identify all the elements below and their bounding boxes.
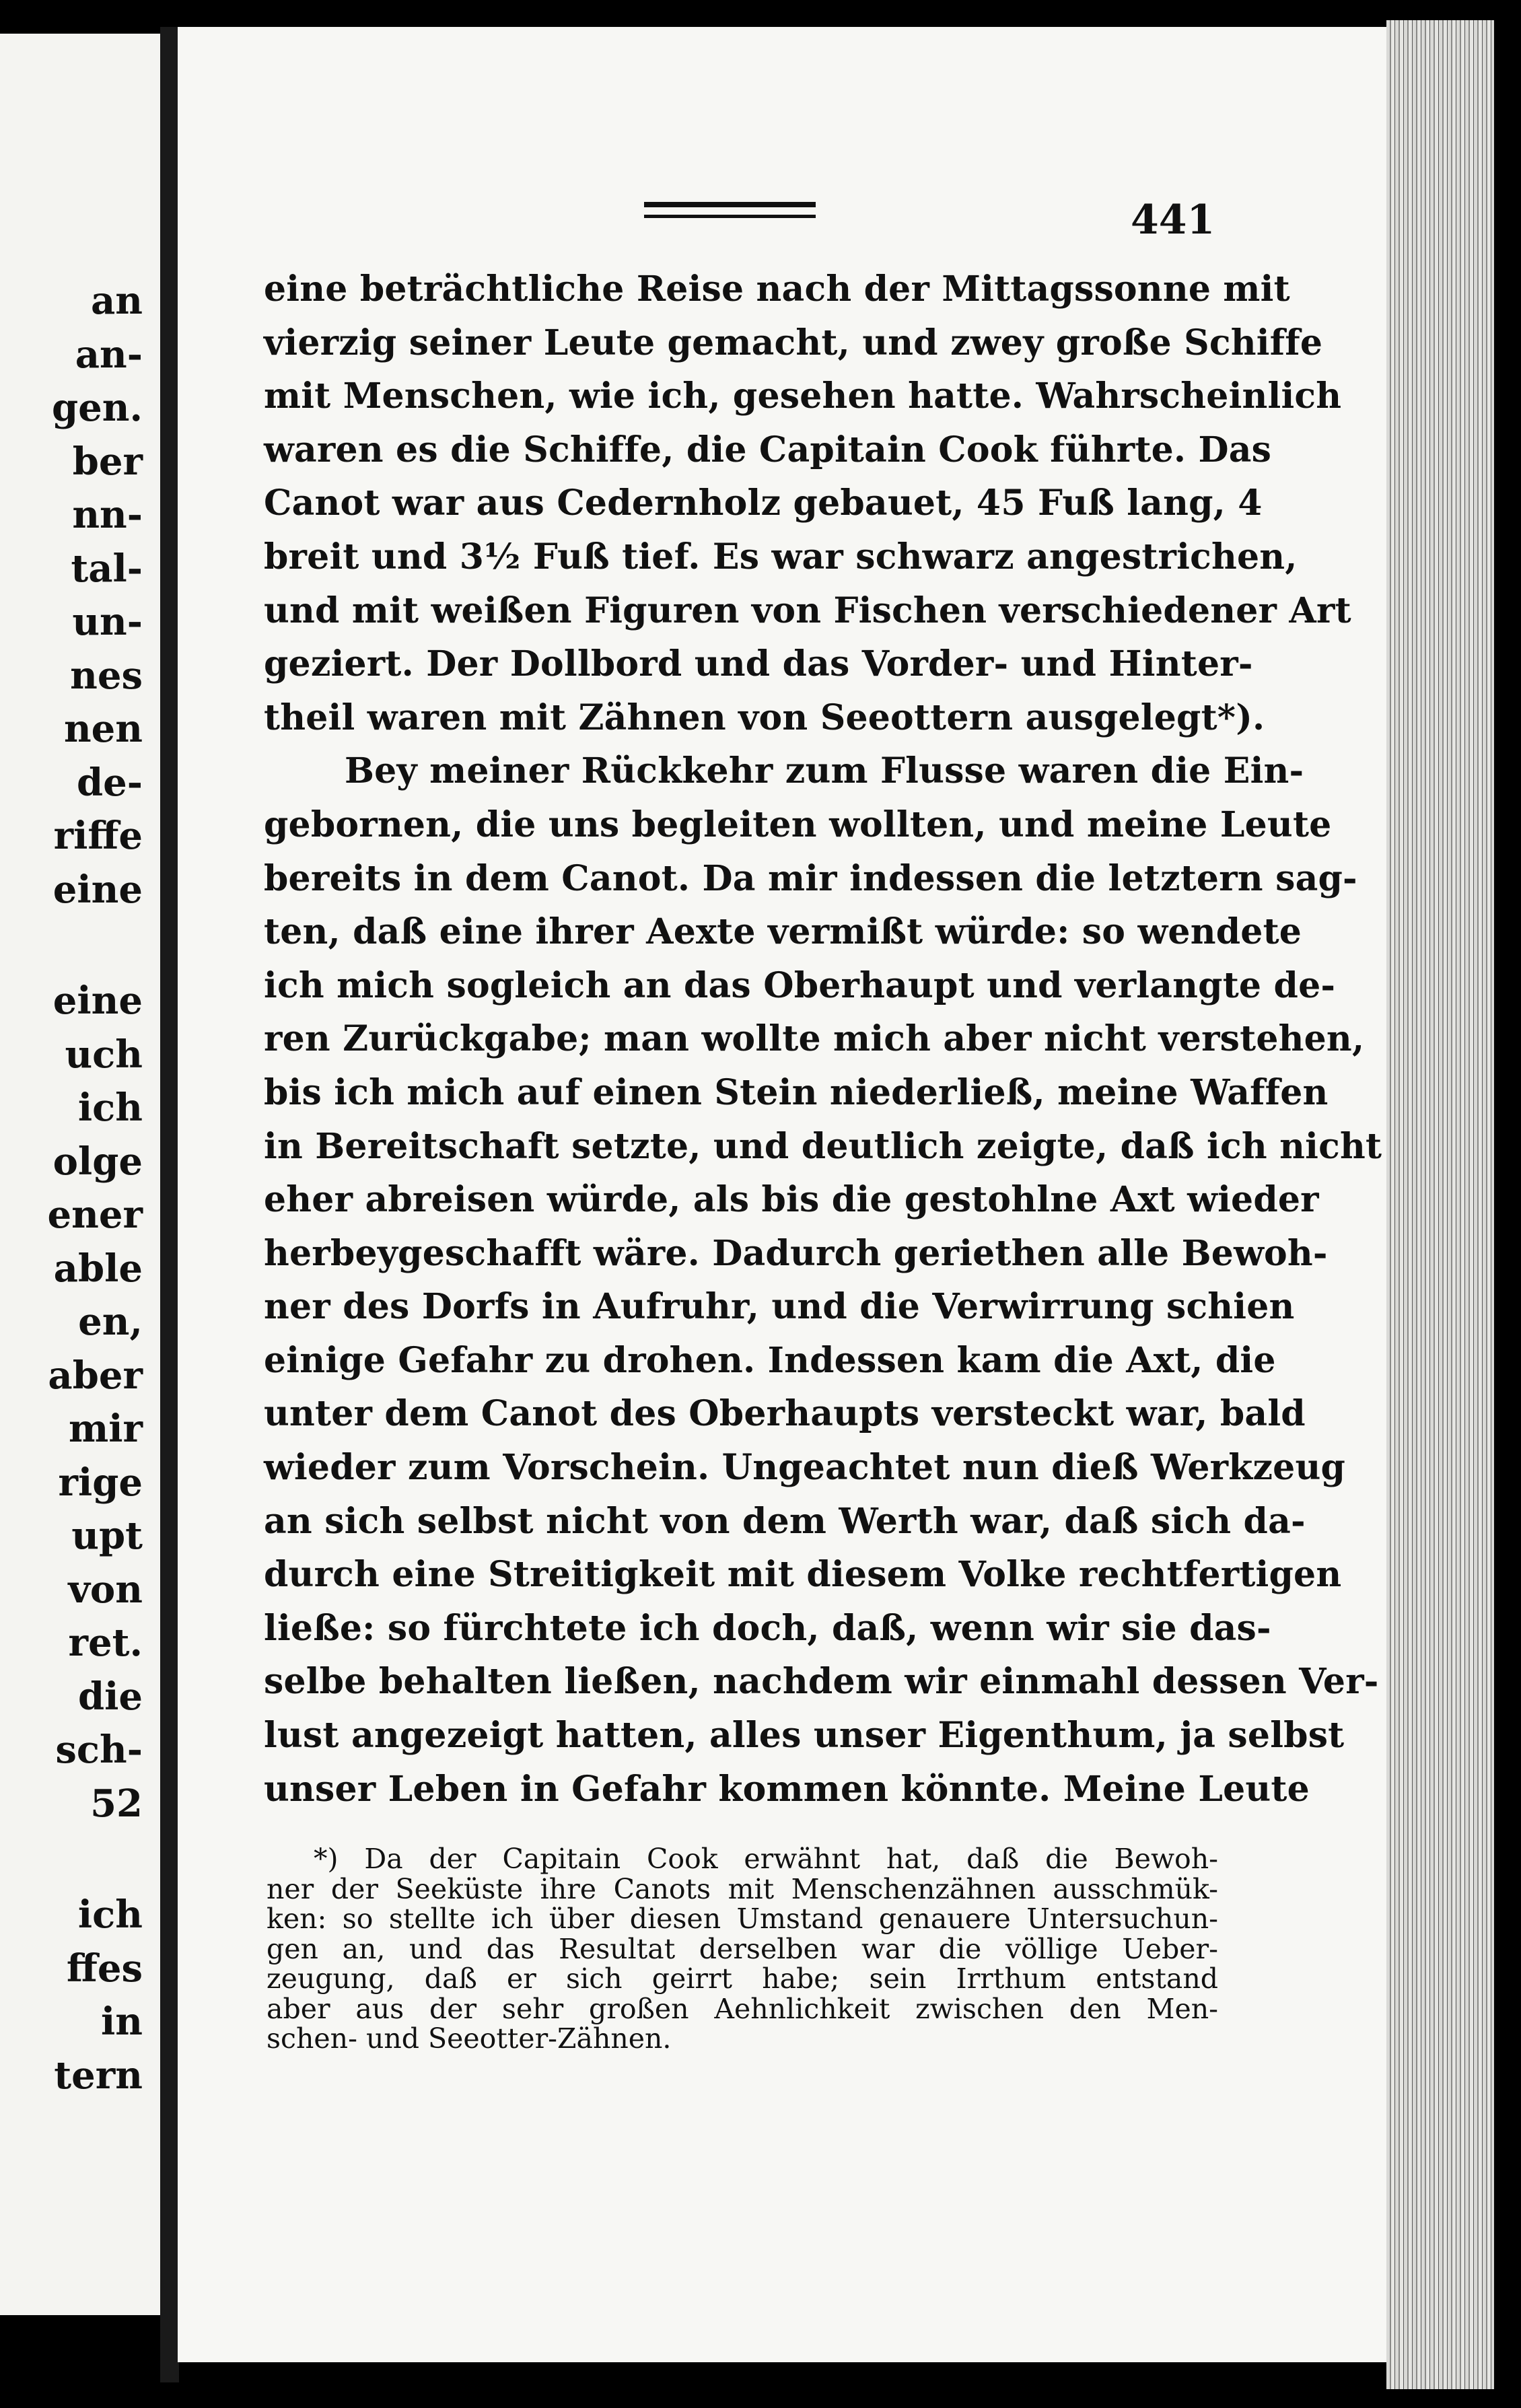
left-page-fragment: uch bbox=[65, 1032, 143, 1077]
body-line: selbe behalten ließen, nachdem wir einmahl dessen Ver- bbox=[264, 1661, 1379, 1703]
left-page-text-column bbox=[8, 275, 143, 2102]
body-line: ner des Dorfs in Aufruhr, und die Verwirrung schien bbox=[264, 1286, 1295, 1328]
footnote-line: ken: so stellte ich über diesen Umstand genauere Untersuchun- bbox=[267, 1903, 1218, 1935]
footnote bbox=[267, 1844, 1218, 2054]
footnote-line: ner der Seeküste ihre Canots mit Menschenzähnen ausschmük- bbox=[267, 1872, 1218, 1905]
body-line: wieder zum Vorschein. Ungeachtet nun dieß Werkzeug bbox=[264, 1447, 1346, 1489]
left-page bbox=[0, 34, 160, 2315]
body-line: ich mich sogleich an das Oberhaupt und verlangte de- bbox=[264, 964, 1336, 1006]
header-rule bbox=[644, 202, 816, 218]
left-page-fragment: an bbox=[91, 279, 143, 323]
page-number: 441 bbox=[1131, 197, 1215, 244]
left-page-fragment: 52 bbox=[90, 1781, 143, 1826]
body-line: breit und 3½ Fuß tief. Es war schwarz angestrichen, bbox=[264, 536, 1298, 577]
left-page-fragment: tal- bbox=[71, 546, 143, 591]
body-line: ließe: so fürchtete ich doch, daß, wenn wir sie das- bbox=[264, 1607, 1271, 1649]
left-page-fragment: ffes bbox=[66, 1946, 143, 1991]
left-page-fragment: ber bbox=[72, 439, 143, 484]
left-page-fragment: aber bbox=[48, 1353, 143, 1398]
left-page-fragment: nen bbox=[63, 707, 143, 751]
left-page-fragment: upt bbox=[71, 1514, 143, 1558]
body-line: theil waren mit Zähnen von Seeottern ausgelegt*). bbox=[264, 697, 1265, 738]
body-line: eine beträchtliche Reise nach der Mittagssonne mit bbox=[264, 269, 1290, 310]
body-line: ten, daß eine ihrer Aexte vermißt würde: so wendete bbox=[264, 911, 1302, 953]
left-page-fragment: en, bbox=[78, 1300, 143, 1344]
body-line: ren Zurückgabe; man wollte mich aber nicht verstehen, bbox=[264, 1018, 1365, 1060]
left-page-fragment: an- bbox=[75, 332, 143, 377]
left-page-fragment: nn- bbox=[72, 493, 143, 537]
body-line: mit Menschen, wie ich, gesehen hatte. Wahrscheinlich bbox=[264, 376, 1342, 417]
body-line: unter dem Canot des Oberhaupts versteckt war, bald bbox=[264, 1393, 1306, 1435]
body-line: einige Gefahr zu drohen. Indessen kam die Axt, die bbox=[264, 1339, 1276, 1381]
body-line: waren es die Schiffe, die Capitain Cook führte. Das bbox=[264, 429, 1272, 470]
body-line: bereits in dem Canot. Da mir indessen die letztern sag- bbox=[264, 857, 1357, 899]
left-page-fragment: eine bbox=[52, 979, 143, 1023]
left-page-fragment bbox=[8, 917, 143, 975]
body-line: vierzig seiner Leute gemacht, und zwey große Schiffe bbox=[264, 322, 1323, 363]
left-page-fragment: ener bbox=[47, 1193, 143, 1237]
body-line: an sich selbst nicht von dem Werth war, daß sich da- bbox=[264, 1500, 1306, 1542]
body-line: geziert. Der Dollbord und das Vorder- und Hinter- bbox=[264, 643, 1253, 685]
left-page-fragment: de- bbox=[76, 760, 143, 805]
body-line: unser Leben in Gefahr kommen könnte. Meine Leute bbox=[264, 1768, 1310, 1810]
body-line: Bey meiner Rückkehr zum Flusse waren die Ein- bbox=[345, 750, 1304, 792]
left-page-fragment: ret. bbox=[68, 1621, 143, 1665]
body-line: bis ich mich auf einen Stein niederließ, meine Waffen bbox=[264, 1071, 1329, 1113]
left-page-fragment: gen. bbox=[52, 386, 143, 430]
body-line: gebornen, die uns begleiten wollten, und meine Leute bbox=[264, 804, 1332, 845]
left-page-fragment: riffe bbox=[53, 814, 143, 858]
left-page-fragment: mir bbox=[68, 1407, 143, 1451]
footnote-line: gen an, und das Resultat derselben war die völlige Ueber- bbox=[267, 1932, 1218, 1965]
body-text bbox=[264, 262, 1382, 1816]
left-page-fragment: ich bbox=[77, 1086, 143, 1130]
body-line: und mit weißen Figuren von Fischen verschiedener Art bbox=[264, 590, 1351, 631]
left-page-fragment: ich bbox=[77, 1892, 143, 1937]
left-page-fragment: tern bbox=[54, 2053, 143, 2098]
left-page-fragment: in bbox=[101, 1999, 143, 2044]
body-line: in Bereitschaft setzte, und deutlich zeigte, daß ich nicht bbox=[264, 1125, 1382, 1167]
page-edge-stack bbox=[1386, 20, 1494, 2389]
body-line: herbeygeschafft wäre. Dadurch geriethen alle Bewoh- bbox=[264, 1232, 1328, 1274]
left-page-fragment: die bbox=[77, 1674, 143, 1719]
left-page-fragment: un- bbox=[72, 600, 143, 644]
left-page-fragment: von bbox=[68, 1567, 143, 1612]
left-page-fragment: able bbox=[53, 1246, 143, 1291]
left-page-fragment bbox=[8, 1831, 143, 1888]
left-page-fragment: eine bbox=[52, 867, 143, 912]
footnote-line: schen- und Seeotter-Zähnen. bbox=[267, 2022, 672, 2055]
body-line: lust angezeigt hatten, alles unser Eigenthum, ja selbst bbox=[264, 1715, 1345, 1757]
body-line: Canot war aus Cedernholz gebauet, 45 Fuß lang, 4 bbox=[264, 483, 1263, 524]
left-page-fragment: olge bbox=[52, 1139, 143, 1184]
footnote-line: aber aus der sehr großen Aehnlichkeit zwischen den Men- bbox=[267, 1992, 1218, 2025]
book-gutter bbox=[160, 27, 179, 2382]
footnote-line: *) Da der Capitain Cook erwähnt hat, daß die Bewoh- bbox=[314, 1843, 1218, 1875]
body-line: eher abreisen würde, als bis die gestohlne Axt wieder bbox=[264, 1179, 1319, 1221]
footnote-line: zeugung, daß er sich geirrt habe; sein Irrthum entstand bbox=[267, 1962, 1218, 1995]
left-page-fragment: sch- bbox=[55, 1728, 143, 1772]
body-line: durch eine Streitigkeit mit diesem Volke rechtfertigen bbox=[264, 1554, 1342, 1596]
left-page-fragment: nes bbox=[70, 653, 143, 698]
left-page-fragment: rige bbox=[58, 1460, 143, 1505]
